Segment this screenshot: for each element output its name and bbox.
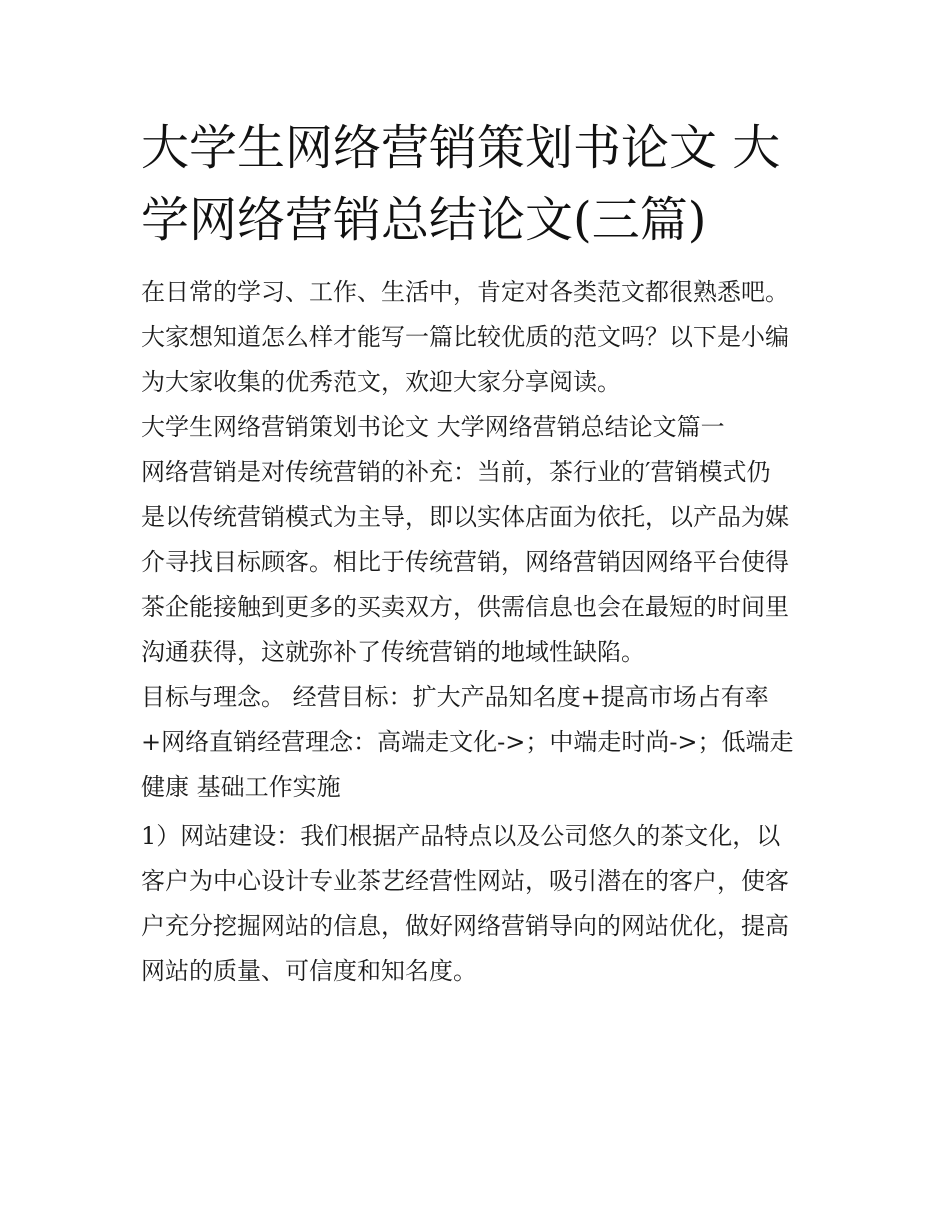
text-line: 茶企能接触到更多的买卖双方，供需信息也会在最短的时间里: [141, 593, 789, 621]
text-line: 客户为中心设计专业茶艺经营性网站，吸引潜在的客户，使客: [141, 867, 789, 895]
text-line: 沟通获得，这就弥补了传统营销的地域性缺陷。: [141, 638, 645, 666]
text-line: 1）网站建设：我们根据产品特点以及公司悠久的茶文化，以: [141, 822, 781, 850]
text-line: 网络营销是对传统营销的补充：当前，茶行业的′营销模式仍: [141, 458, 771, 486]
title-line: 学网络营销总结论文(三篇): [141, 192, 707, 248]
text-line: 大学生网络营销策划书论文 大学网络营销总结论文篇一: [141, 413, 725, 441]
text-line: 网站的质量、可信度和知名度。: [141, 957, 477, 985]
title-line: 大学生网络营销策划书论文 大: [141, 120, 781, 176]
text-line: 为大家收集的优秀范文，欢迎大家分享阅读。: [141, 368, 621, 396]
text-line: +网络直销经营理念：高端走文化->；中端走时尚->；低端走: [141, 728, 794, 756]
text-line: 在日常的学习、工作、生活中，肯定对各类范文都很熟悉吧。: [141, 278, 789, 306]
intro-paragraph: [141, 270, 813, 405]
body-paragraph: [141, 675, 813, 810]
body-paragraph: [141, 814, 813, 994]
text-line: 目标与理念。 经营目标：扩大产品知名度+提高市场占有率: [141, 683, 769, 711]
section-heading: [141, 405, 813, 450]
text-line: 是以传统营销模式为主导，即以实体店面为依托，以产品为媒: [141, 503, 789, 531]
body-paragraph: [141, 450, 813, 675]
text-line: 户充分挖掘网站的信息，做好网络营销导向的网站优化，提高: [141, 912, 789, 940]
document-title: [141, 112, 813, 256]
document-body: [141, 112, 813, 994]
text-line: 介寻找目标顾客。相比于传统营销，网络营销因网络平台使得: [141, 548, 789, 576]
text-line: 大家想知道怎么样才能写一篇比较优质的范文吗？以下是小编: [141, 323, 789, 351]
text-line: 健康 基础工作实施: [141, 773, 341, 801]
